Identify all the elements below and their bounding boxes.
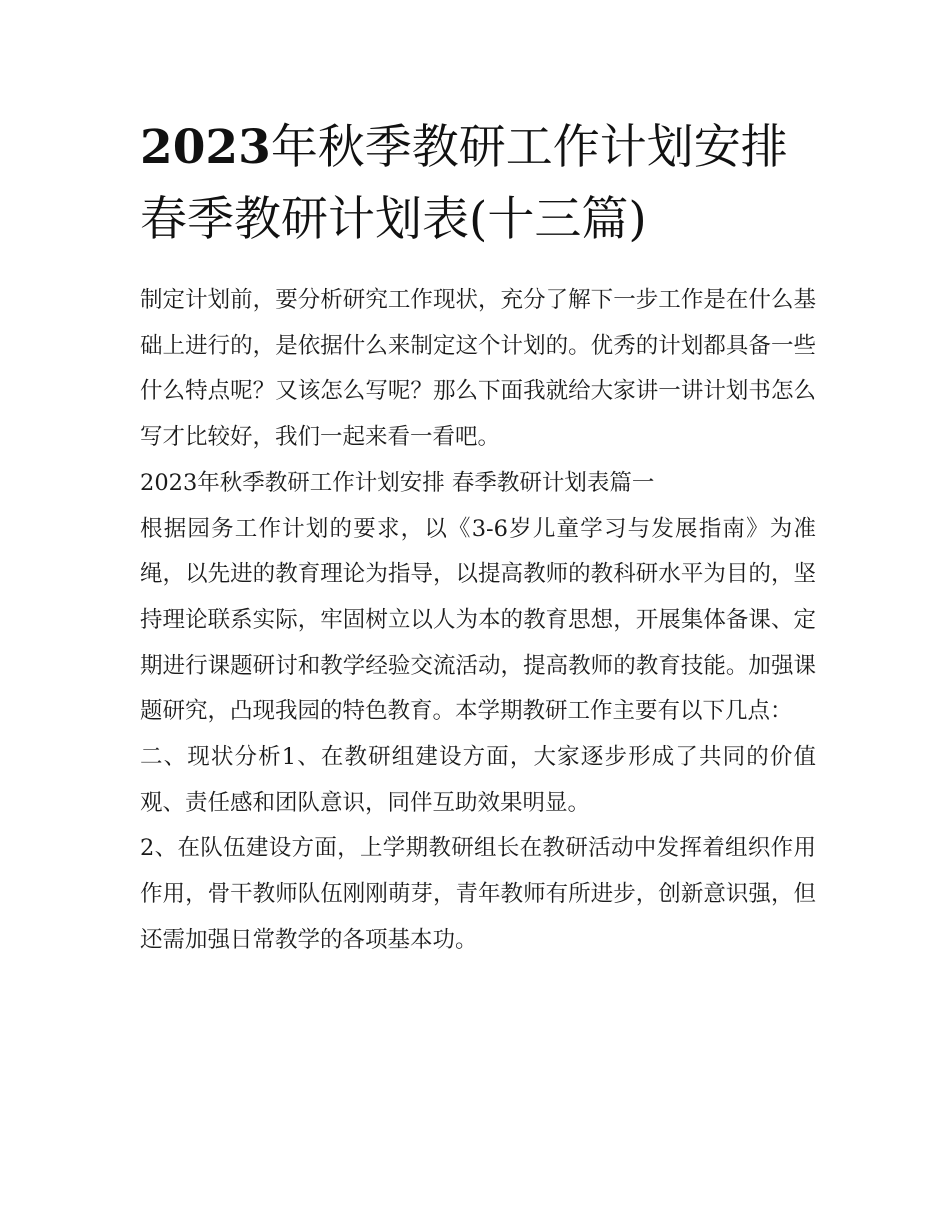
document-title bbox=[140, 112, 820, 256]
intro-paragraph: 制定计划前，要分析研究工作现状，充分了解下一步工作是在什么基础上进行的，是依据什么来制定这个计划的。优秀的计划都具备一些什么特点呢？又该怎么写呢？那么下面我就给大家讲一讲计划书怎么写才比较好，我们一起来看一看吧。 bbox=[140, 287, 816, 451]
title-year: 2023 bbox=[140, 120, 271, 175]
section-heading: 2023年秋季教研工作计划安排 春季教研计划表篇一 bbox=[140, 469, 655, 496]
team-building-paragraph: 2、在队伍建设方面，上学期教研组长在教研活动中发挥着组织作用作用，骨干教师队伍刚刚萌芽，青年教师有所进步，创新意识强，但还需加强日常教学的各项基本功。 bbox=[140, 835, 816, 953]
document-body bbox=[140, 278, 816, 964]
guideline-paragraph: 根据园务工作计划的要求，以《3-6岁儿童学习与发展指南》为准绳，以先进的教育理论为指导，以提高教师的教科研水平为目的，坚持理论联系实际，牢固树立以人为本的教育思想，开展集体备课、定期进行课题研讨和教学经验交流活动，提高教师的教育技能。加强课题研究，凸现我园的特色教育。本学期教研工作主要有以下几点： bbox=[140, 515, 816, 725]
title-line1-text: 年秋季教研工作计划安排 bbox=[270, 120, 788, 175]
status-analysis-paragraph: 二、现状分析1、在教研组建设方面，大家逐步形成了共同的价值观、责任感和团队意识，同伴互助效果明显。 bbox=[140, 744, 816, 816]
title-line2-text: 春季教研计划表(十三篇) bbox=[140, 192, 647, 247]
